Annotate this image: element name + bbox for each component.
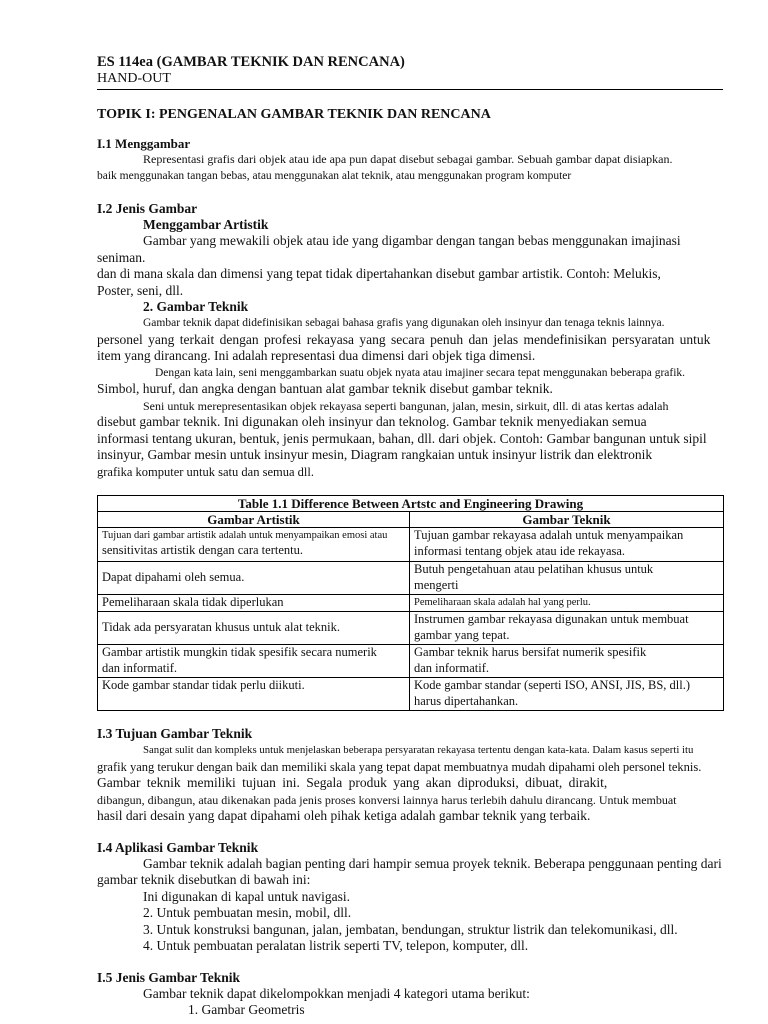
- paragraph-line: baik menggunakan tangan bebas, atau menggunakan alat teknik, atau menggunakan program komputer: [97, 169, 572, 182]
- paragraph-line: disebut gambar teknik. Ini digunakan oleh insinyur dan teknolog. Gambar teknik menyediakan semua: [97, 414, 647, 429]
- table-cell-line: Instrumen gambar rekayasa digunakan untuk membuat: [414, 612, 689, 626]
- paragraph-line: Gambar teknik memiliki tujuan ini. Segala produk yang akan diproduksi, dibuat, dirakit,: [97, 775, 608, 790]
- table-row: [98, 645, 724, 678]
- table-cell-line: Gambar artistik mungkin tidak spesifik secara numerik: [102, 645, 377, 659]
- list-item: 4. Untuk pembuatan peralatan listrik seperti TV, telepon, komputer, dll.: [143, 938, 529, 953]
- table-cell-line: Tujuan gambar rekayasa adalah untuk menyampaikan: [414, 528, 684, 542]
- section-5-heading: I.5 Jenis Gambar Teknik: [97, 969, 241, 985]
- list-item: Ini digunakan di kapal untuk navigasi.: [143, 888, 350, 904]
- table-cell-line: Tidak ada persyaratan khusus untuk alat teknik.: [102, 620, 341, 635]
- table-cell-line: harus dipertahankan.: [414, 693, 519, 708]
- section-1-heading: I.1 Menggambar: [97, 136, 191, 151]
- paragraph-line: hasil dari desain yang dapat dipahami oleh pihak ketiga adalah gambar teknik yang terbaik.: [97, 808, 591, 823]
- list-item: 3. Untuk konstruksi bangunan, jalan, jembatan, bendungan, struktur listrik dan telekomunikasi, dll.: [143, 921, 678, 937]
- section-4-heading: I.4 Aplikasi Gambar Teknik: [97, 839, 259, 855]
- document-title: ES 114ea (GAMBAR TEKNIK DAN RENCANA): [97, 54, 405, 70]
- paragraph-line: dibangun, dibangun, atau dikenakan pada jenis proses konversi lainnya harus terlebih dahulu dirancang. Untuk membuat: [97, 792, 677, 807]
- section-3: [97, 726, 723, 825]
- paragraph-line: Gambar yang mewakili objek atau ide yang digambar dengan tangan bebas menggunakan imajinasi seniman.: [97, 233, 681, 265]
- table-header-artistic: Gambar Artistik: [98, 512, 410, 528]
- paragraph-line: Gambar teknik dapat didefinisikan sebagai bahasa grafis yang digunakan oleh insinyur dan tenaga teknis lainnya.: [143, 317, 665, 329]
- subheading-technical: 2. Gambar Teknik: [143, 299, 249, 314]
- table-row: [98, 562, 724, 595]
- list-item: 2. Untuk pembuatan mesin, mobil, dll.: [143, 905, 352, 920]
- paragraph-line: item yang dirancang. Ini adalah representasi dua dimensi dari objek tiga dimensi.: [97, 348, 536, 363]
- paragraph-line: Poster, seni, dll.: [97, 282, 184, 298]
- section-5: [97, 970, 723, 1019]
- table-row: [98, 595, 724, 612]
- table-row: [98, 528, 724, 562]
- subheading-artistic: Menggambar Artistik: [143, 217, 269, 232]
- paragraph-line: grafika komputer untuk satu dan semua dll.: [97, 464, 314, 479]
- table-cell-line: Tujuan dari gambar artistik adalah untuk menyampaikan emosi atau: [102, 530, 388, 541]
- document-subtitle: HAND-OUT: [97, 71, 171, 86]
- table-cell-line: sensitivitas artistik dengan cara tertentu.: [102, 543, 303, 557]
- table-cell-line: dan informatif.: [102, 660, 177, 675]
- table-cell-line: gambar yang tepat.: [414, 627, 510, 642]
- paragraph-line: informasi tentang ukuran, bentuk, jenis permukaan, bahan, dll. dari objek. Contoh: Gambar bangunan untuk sipil: [97, 430, 707, 446]
- paragraph-line: Gambar teknik adalah bagian penting dari hampir semua proyek teknik. Beberapa penggunaan penting dari: [143, 855, 722, 871]
- comparison-table: [97, 495, 724, 711]
- table-caption: Table 1.1 Difference Between Artstc and Engineering Drawing: [98, 496, 724, 512]
- section-1: [97, 136, 723, 184]
- paragraph-line: Gambar teknik dapat dikelompokkan menjadi 4 kategori utama berikut:: [143, 985, 530, 1001]
- list-item: 1. Gambar Geometris: [188, 1002, 305, 1017]
- section-2-heading: I.2 Jenis Gambar: [97, 201, 198, 216]
- paragraph-line: dan di mana skala dan dimensi yang tepat tidak dipertahankan disebut gambar artistik. Contoh: Melukis,: [97, 266, 661, 281]
- paragraph-line: Dengan kata lain, seni menggambarkan suatu objek nyata atau imajiner secara tepat menggunakan beberapa grafik.: [155, 366, 686, 379]
- paragraph-line: Seni untuk merepresentasikan objek rekayasa seperti bangunan, jalan, mesin, sirkuit, dll. di atas kertas adalah: [143, 398, 669, 413]
- table-cell-line: Kode gambar standar tidak perlu diikuti.: [102, 678, 305, 692]
- document-page: [97, 54, 723, 1019]
- section-2: [97, 201, 723, 480]
- table-cell-line: Pemeliharaan skala adalah hal yang perlu.: [414, 597, 591, 608]
- table-cell-line: dan informatif.: [414, 660, 489, 675]
- topic-heading: TOPIK I: PENGENALAN GAMBAR TEKNIK DAN RENCANA: [97, 107, 491, 122]
- header-rule: [97, 89, 723, 90]
- table-cell-line: Pemeliharaan skala tidak diperlukan: [102, 595, 284, 609]
- table-cell-line: Dapat dipahami oleh semua.: [102, 570, 245, 585]
- table-cell-line: Butuh pengetahuan atau pelatihan khusus untuk: [414, 562, 654, 576]
- table-cell-line: informasi tentang objek atau ide rekayasa.: [414, 543, 626, 558]
- table-row: [98, 612, 724, 645]
- paragraph-line: Representasi grafis dari objek atau ide apa pun dapat disebut sebagai gambar. Sebuah gambar dapat disiapkan.: [143, 152, 673, 166]
- table-cell-line: Gambar teknik harus bersifat numerik spesifik: [414, 645, 647, 659]
- paragraph-line: grafik yang terukur dengan baik dan memiliki skala yang tepat dapat membuatnya mudah dipahami oleh personel teknis.: [97, 759, 702, 774]
- table-row: [98, 678, 724, 711]
- paragraph-line: gambar teknik disebutkan di bawah ini:: [97, 872, 311, 887]
- paragraph-line: insinyur, Gambar mesin untuk insinyur mesin, Diagram rangkaian untuk insinyur listrik dan elektronik: [97, 447, 653, 462]
- section-3-heading: I.3 Tujuan Gambar Teknik: [97, 726, 253, 741]
- paragraph-line: personel yang terkait dengan profesi rekayasa yang secara penuh dan jelas mendefinisikan persyaratan untuk: [97, 331, 711, 347]
- section-4: [97, 840, 723, 955]
- table-header-technical: Gambar Teknik: [410, 512, 724, 528]
- paragraph-line: Simbol, huruf, dan angka dengan bantuan alat gambar teknik disebut gambar teknik.: [97, 381, 553, 396]
- table-cell-line: Kode gambar standar (seperti ISO, ANSI, JIS, BS, dll.): [414, 678, 691, 692]
- table-cell-line: mengerti: [414, 577, 459, 592]
- paragraph-line: Sangat sulit dan kompleks untuk menjelaskan beberapa persyaratan rekayasa tertentu dengan kata-kata. Dalam kasus seperti itu: [143, 744, 694, 756]
